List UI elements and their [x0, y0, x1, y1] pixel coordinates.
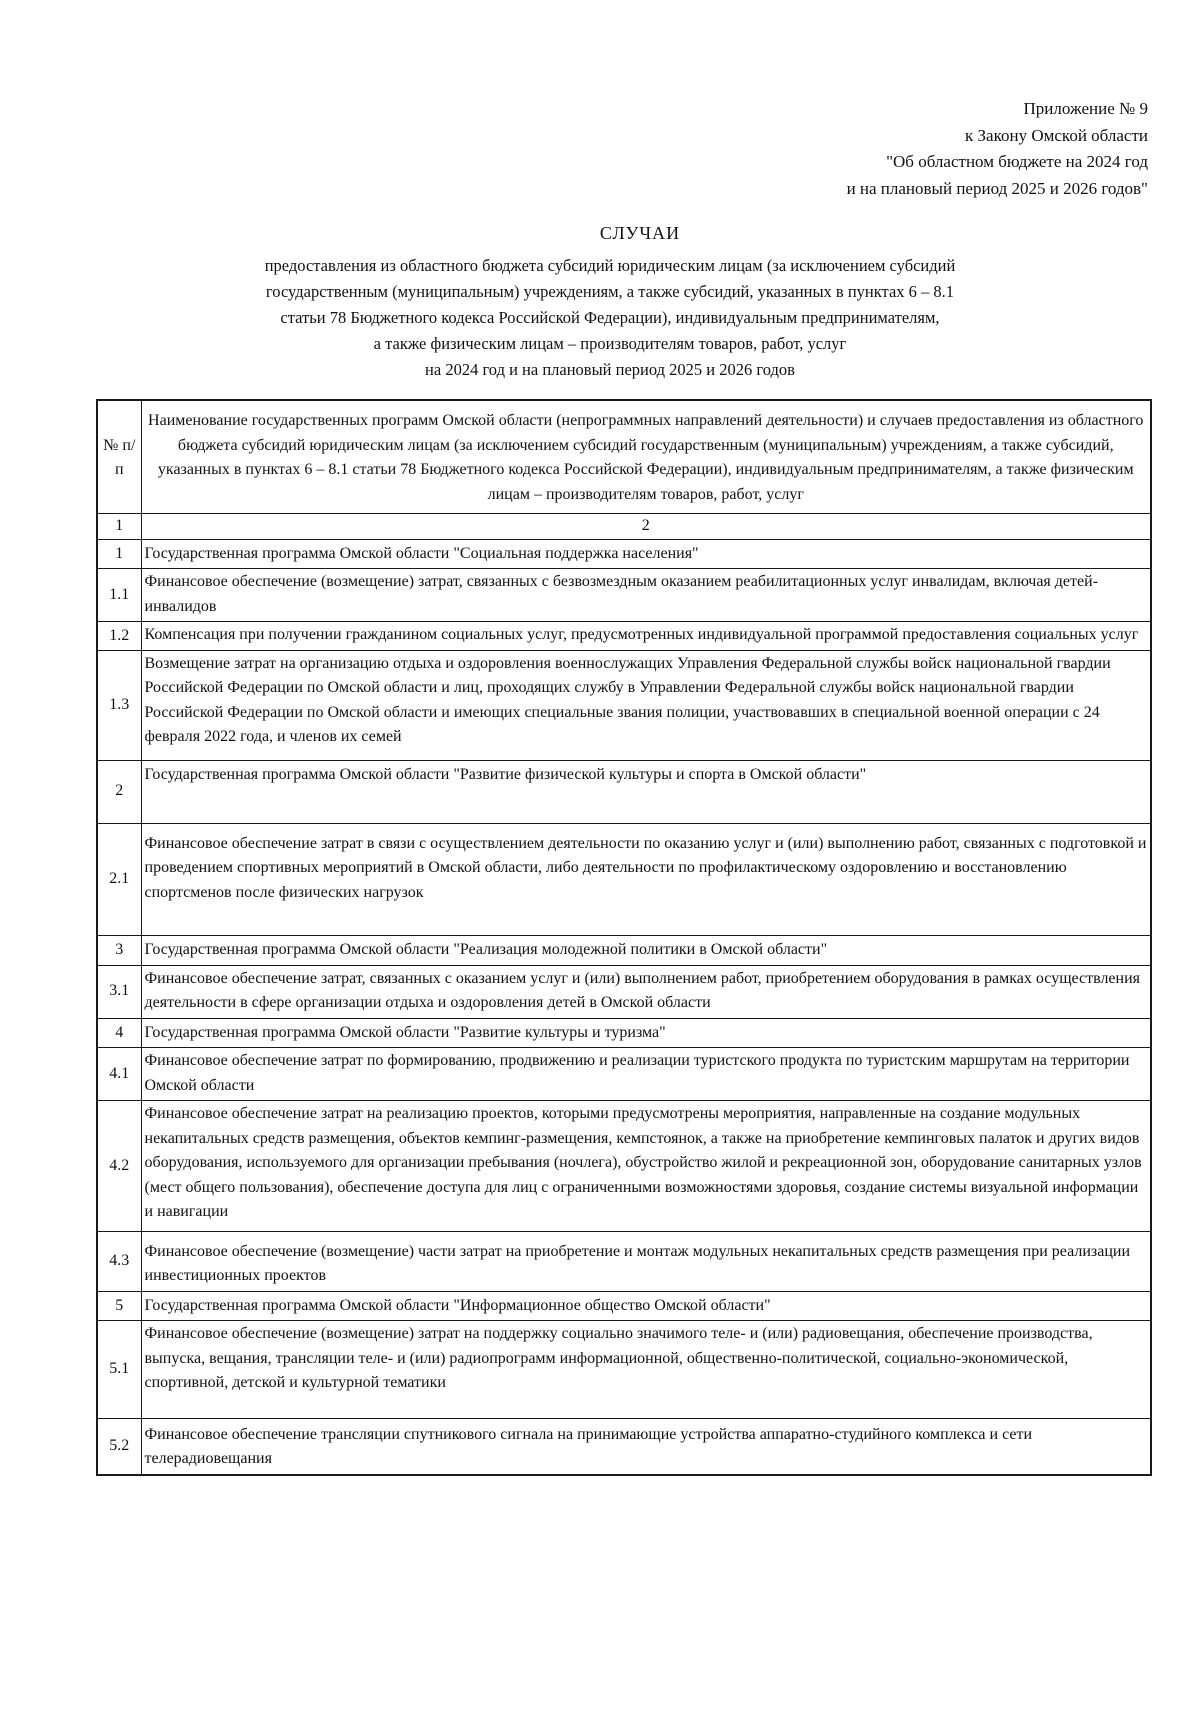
row-text: Финансовое обеспечение затрат в связи с осуществлением деятельности по оказанию услуг и (или) выполнению работ, связанных с подготовкой и проведением спортивных мероприятий в Омской области, либо деятельности по профилактическому оздоровлению и восстановлению спортсменов после физических нагрузок: [141, 823, 1151, 936]
row-text: Финансовое обеспечение затрат, связанных с оказанием услуг и (или) выполнением работ, приобретением оборудования в рамках осуществления деятельности в сфере организации отдыха и оздоровления детей в Омской области: [141, 965, 1151, 1018]
row-number: 5.2: [97, 1418, 141, 1475]
table-row: [97, 936, 1151, 966]
row-text: Государственная программа Омской области "Социальная поддержка населения": [141, 539, 1151, 569]
table-row: [97, 1048, 1151, 1101]
table-row: [97, 650, 1151, 760]
row-text: Финансовое обеспечение (возмещение) затрат на поддержку социально значимого теле- и (или) радиовещания, обеспечение производства, выпуска, вещания, трансляции теле- и (или) радиопрограмм информационной, общественно-политической, социально-экономической, спортивной, детской и культурной тематики: [141, 1321, 1151, 1419]
row-text: Финансовое обеспечение затрат по формированию, продвижению и реализации туристского продукта по туристским маршрутам на территории Омской области: [141, 1048, 1151, 1101]
table-row: [97, 1231, 1151, 1291]
subtitle-line-5: на 2024 год и на плановый период 2025 и 2026 годов: [425, 360, 795, 379]
table-row: [97, 1018, 1151, 1048]
row-text: Финансовое обеспечение (возмещение) части затрат на приобретение и монтаж модульных некапитальных средств размещения при реализации инвестиционных проектов: [141, 1231, 1151, 1291]
header-name: Наименование государственных программ Омской области (непрограммных направлений деятельности) и случаев предоставления из областного бюджета субсидий юридическим лицам (за исключением субсидий государственным (муниципальным) учреждениям, а также субсидий, указанных в пунктах 6 – 8.1 статьи 78 Бюджетного кодекса Российской Федерации), индивидуальным предпринимателям, а также физическим лицам – производителям товаров, работ, услуг: [141, 400, 1151, 514]
row-text: Финансовое обеспечение затрат на реализацию проектов, которыми предусмотрены мероприятия, направленные на создание модульных некапитальных средств размещения, объектов кемпинг-размещения, кемпстоянок, а также на приобретение кемпинговых палаток и других видов оборудования, используемого для организации пребывания (ночлега), обустройство жилой и рекреационной зон, оборудование санитарных узлов (мест общего пользования), обеспечение доступа для лиц с ограниченными возможностями здоровья, создание системы визуальной информации и навигации: [141, 1101, 1151, 1232]
row-text: Государственная программа Омской области "Развитие культуры и туризма": [141, 1018, 1151, 1048]
table-row: [97, 1321, 1151, 1419]
cases-table-container: [96, 399, 1150, 1476]
table-row: [97, 823, 1151, 936]
table-row: [97, 1418, 1151, 1475]
row-text: Государственная программа Омской области "Развитие физической культуры и спорта в Омской области": [141, 760, 1151, 823]
table-row: [97, 569, 1151, 622]
row-number: 4.3: [97, 1231, 141, 1291]
row-number: 5: [97, 1291, 141, 1321]
row-number: 5.1: [97, 1321, 141, 1419]
row-number: 4: [97, 1018, 141, 1048]
header-num: № п/п: [97, 400, 141, 514]
appendix-line-4: и на плановый период 2025 и 2026 годов": [846, 178, 1148, 198]
document-subtitle: [150, 253, 1070, 383]
row-number: 1.1: [97, 569, 141, 622]
subtitle-line-1: предоставления из областного бюджета субсидий юридическим лицам (за исключением субсидий: [264, 256, 956, 275]
table-row: [97, 539, 1151, 569]
document-title: СЛУЧАИ: [599, 223, 681, 243]
table-row: [97, 760, 1151, 823]
row-text: Государственная программа Омской области "Информационное общество Омской области": [141, 1291, 1151, 1321]
subtitle-line-4: а также физическим лицам – производителям товаров, работ, услуг: [373, 334, 847, 353]
appendix-reference: [588, 96, 1148, 202]
row-text: Финансовое обеспечение (возмещение) затрат, связанных с безвозмездным оказанием реабилитационных услуг инвалидам, включая детей-инвалидов: [141, 569, 1151, 622]
row-text: Финансовое обеспечение трансляции спутникового сигнала на принимающие устройства аппаратно-студийного комплекса и сети телерадиовещания: [141, 1418, 1151, 1475]
table-row: [97, 622, 1151, 651]
appendix-line-1: Приложение № 9: [1023, 99, 1148, 118]
row-number: 4.2: [97, 1101, 141, 1232]
appendix-line-2: к Закону Омской области: [965, 125, 1148, 145]
appendix-line-3: "Об областном бюджете на 2024 год: [886, 152, 1148, 171]
column-number-1: 1: [97, 514, 141, 540]
row-number: 2.1: [97, 823, 141, 936]
row-text: Компенсация при получении гражданином социальных услуг, предусмотренных индивидуальной программой предоставления социальных услуг: [141, 622, 1151, 651]
row-number: 3: [97, 936, 141, 966]
row-number: 1.3: [97, 650, 141, 760]
row-number: 1.2: [97, 622, 141, 651]
row-number: 3.1: [97, 965, 141, 1018]
row-text: Государственная программа Омской области "Реализация молодежной политики в Омской области": [141, 936, 1151, 966]
table-row: [97, 965, 1151, 1018]
row-number: 4.1: [97, 1048, 141, 1101]
cases-table: [96, 399, 1152, 1476]
column-number-2: 2: [141, 514, 1151, 540]
subtitle-line-2: государственным (муниципальным) учреждениям, а также субсидий, указанных в пунктах 6 – 8.1: [265, 282, 955, 301]
table-row: [97, 1101, 1151, 1232]
row-number: 1: [97, 539, 141, 569]
table-header-row: [97, 400, 1151, 514]
table-row: [97, 1291, 1151, 1321]
row-text: Возмещение затрат на организацию отдыха и оздоровления военнослужащих Управления Федеральной службы войск национальной гвардии Российской Федерации по Омской области и лиц, проходящих службу в Управлении Федеральной службы войск национальной гвардии Российской Федерации по Омской области и имеющих специальные звания полиции, участвовавших в специальной военной операции с 24 февраля 2022 года, и членов их семей: [141, 650, 1151, 760]
subtitle-line-3: статьи 78 Бюджетного кодекса Российской Федерации), индивидуальным предпринимателям,: [280, 308, 940, 327]
column-numbers-row: [97, 514, 1151, 540]
row-number: 2: [97, 760, 141, 823]
